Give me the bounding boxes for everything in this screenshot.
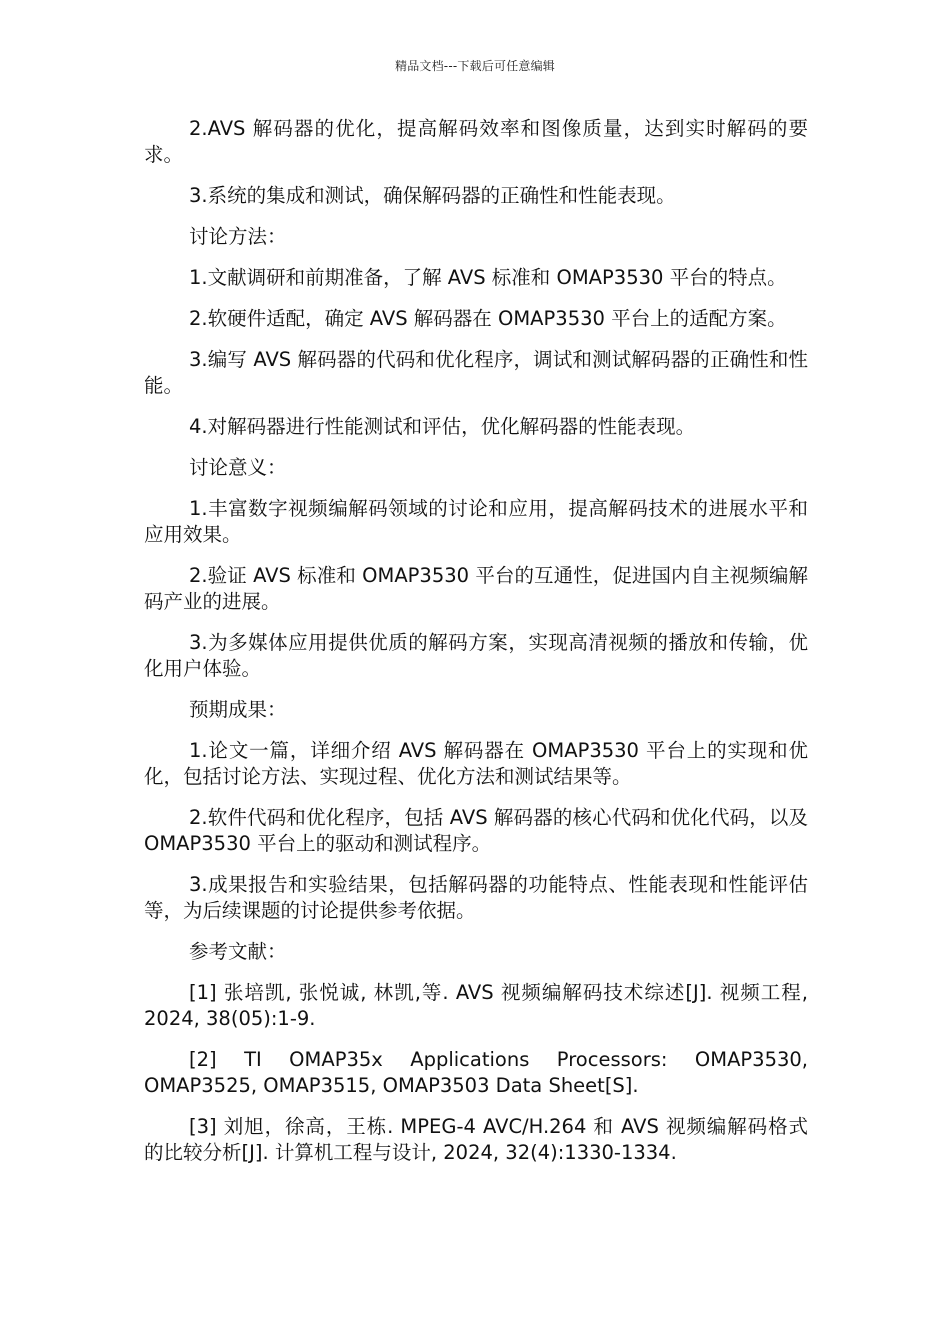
page-header: 精品文档---下载后可任意编辑 — [395, 59, 555, 73]
paragraph-significance-2: 2.验证 AVS 标准和 OMAP3530 平台的互通性，促进国内自主视频编解码产业的进展。 — [144, 564, 808, 613]
reference-2: [2] TI OMAP35x Applications Processors: OMAP3530, OMAP3525, OMAP3515, OMAP3503 Data Sheet[S]. — [144, 1048, 808, 1097]
section-heading-significance: 讨论意义： — [189, 456, 287, 479]
paragraph-method-1: 1.文献调研和前期准备，了解 AVS 标准和 OMAP3530 平台的特点。 — [189, 266, 787, 289]
paragraph-objective-2: 2.AVS 解码器的优化，提高解码效率和图像质量，达到实时解码的要求。 — [144, 117, 808, 166]
reference-1: [1] 张培凯, 张悦诚, 林凯,等. AVS 视频编解码技术综述[J]. 视频工程, 2024, 38(05):1-9. — [144, 981, 808, 1030]
paragraph-objective-3: 3.系统的集成和测试，确保解码器的正确性和性能表现。 — [189, 184, 676, 207]
paragraph-outcome-3: 3.成果报告和实验结果，包括解码器的功能特点、性能表现和性能评估等，为后续课题的讨论提供参考依据。 — [144, 873, 808, 922]
reference-3: [3] 刘旭，徐高，王栋. MPEG-4 AVC/H.264 和 AVS 视频编解码格式的比较分析[J]. 计算机工程与设计, 2024, 32(4):1330-1334. — [144, 1115, 808, 1164]
paragraph-method-3: 3.编写 AVS 解码器的代码和优化程序，调试和测试解码器的正确性和性能。 — [144, 348, 808, 397]
paragraph-outcome-2: 2.软件代码和优化程序，包括 AVS 解码器的核心代码和优化代码，以及 OMAP3530 平台上的驱动和测试程序。 — [144, 806, 808, 855]
section-heading-references: 参考文献： — [189, 940, 287, 963]
paragraph-method-2: 2.软硬件适配，确定 AVS 解码器在 OMAP3530 平台上的适配方案。 — [189, 307, 787, 330]
paragraph-method-4: 4.对解码器进行性能测试和评估，优化解码器的性能表现。 — [189, 415, 696, 438]
section-heading-methods: 讨论方法： — [189, 225, 287, 248]
paragraph-significance-1: 1.丰富数字视频编解码领域的讨论和应用，提高解码技术的进展水平和应用效果。 — [144, 497, 808, 546]
section-heading-outcomes: 预期成果： — [189, 698, 287, 721]
document-body — [144, 116, 808, 1181]
paragraph-significance-3: 3.为多媒体应用提供优质的解码方案，实现高清视频的播放和传输，优化用户体验。 — [144, 631, 808, 680]
paragraph-outcome-1: 1.论文一篇，详细介绍 AVS 解码器在 OMAP3530 平台上的实现和优化，包括讨论方法、实现过程、优化方法和测试结果等。 — [144, 739, 808, 788]
